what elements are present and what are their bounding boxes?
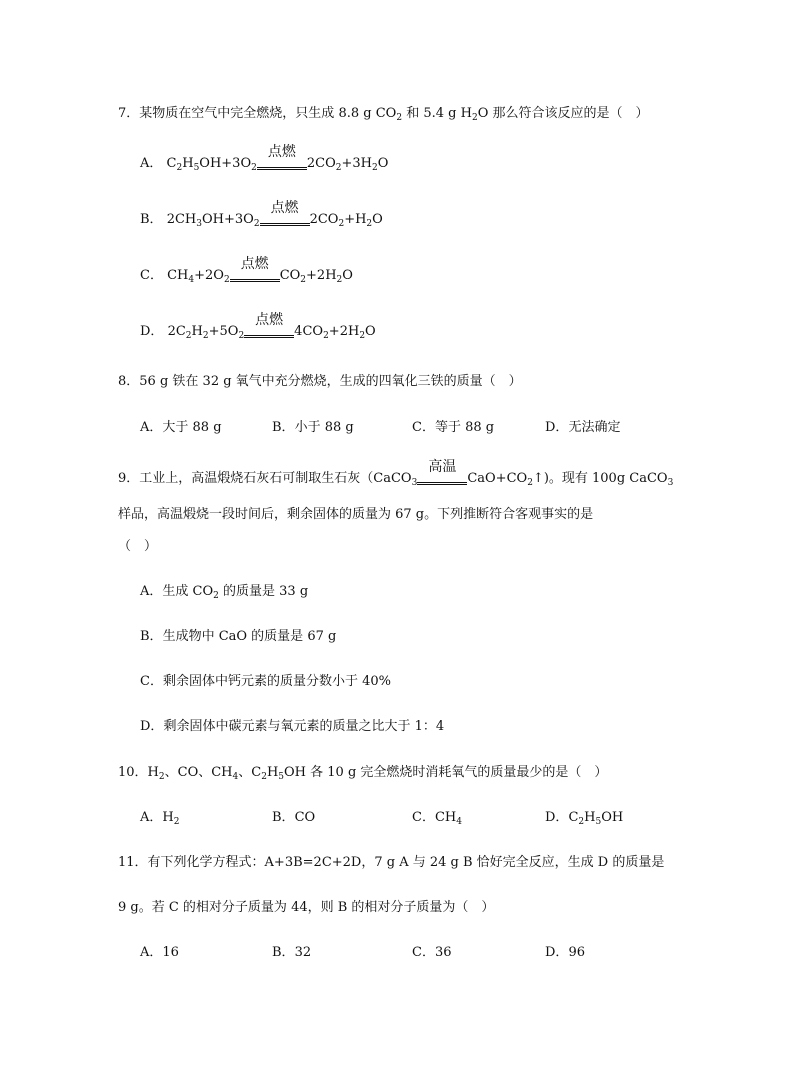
question-8-option-d: D．无法确定: [545, 420, 621, 435]
question-11-option-c: C．36: [412, 945, 452, 960]
question-7-option-c: C． $CH_4+2O_2$ 点燃 $CO_2+2H_2O$: [140, 256, 353, 285]
question-7-option-d: D． $2C_2H_2+5O_2$ 点燃 $4CO_2+2H_2O$: [140, 312, 376, 341]
question-9-option-a: A．生成 $CO_2$ 的质量是 33 g: [140, 584, 309, 601]
question-7-stem: 7．某物质在空气中完全燃烧，只生成 8.8 g $CO_2$ 和 5.4 g $H_2O$ 那么符合该反应的是（ ）: [118, 106, 649, 123]
question-10-stem: 10．$H_2$、CO、$CH_4$、$C_2H_5OH$ 各 10 g 完全燃烧时消耗氧气的质量最少的是（ ）: [118, 765, 608, 782]
reaction-condition: 点燃: [257, 155, 307, 173]
question-11-option-a: A．16: [140, 945, 179, 960]
question-8-option-c: C．等于 88 g: [412, 420, 495, 435]
question-10-option-c: C．$CH_4$: [412, 810, 462, 827]
reaction-condition: 点燃: [230, 267, 280, 285]
question-9-stem-line3: （ ）: [118, 539, 158, 554]
question-9-stem-line1: 9．工业上，高温煅烧石灰石可制取生石灰（CaCO$_3$ 高温 $CaO+CO_2↑$)。现有 100g CaCO$_3$: [118, 459, 674, 488]
question-8-stem: 8．56 g 铁在 32 g 氧气中充分燃烧，生成的四氧化三铁的质量（ ）: [118, 374, 522, 389]
question-11-option-b: B．32: [272, 945, 312, 960]
question-10-option-b: B．CO: [272, 810, 316, 825]
question-7-option-a: A． $C_2H_5OH+3O_2$ 点燃 $2CO_2+3H_2O$: [140, 144, 389, 173]
question-11-option-d: D．96: [545, 945, 585, 960]
question-11-stem-line2: 9 g。若 C 的相对分子质量为 44，则 B 的相对分子质量为（ ）: [118, 900, 495, 915]
question-10-option-d: D．$C_2H_5OH$: [545, 810, 624, 827]
reaction-condition: 高温: [417, 470, 467, 488]
question-11-stem-line1: 11．有下列化学方程式：A+3B=2C+2D，7 g A 与 24 g B 恰好完全反应，生成 D 的质量是: [118, 855, 665, 870]
question-10-option-a: A．$H_2$: [140, 810, 180, 827]
question-9-option-b: B．生成物中 CaO 的质量是 67 g: [140, 629, 337, 644]
question-9-stem-line2: 样品，高温煅烧一段时间后，剩余固体的质量为 67 g。下列推断符合客观事实的是: [118, 507, 594, 522]
reaction-condition: 点燃: [260, 211, 310, 229]
question-7-option-b: B． $2CH_3OH+3O_2$ 点燃 $2CO_2+H_2O$: [140, 200, 383, 229]
question-8-option-a: A．大于 88 g: [140, 420, 222, 435]
reaction-condition: 点燃: [244, 323, 294, 341]
question-9-option-c: C．剩余固体中钙元素的质量分数小于 40%: [140, 674, 391, 689]
question-9-option-d: D．剩余固体中碳元素与氧元素的质量之比大于 1：4: [140, 719, 445, 734]
question-8-option-b: B．小于 88 g: [272, 420, 354, 435]
